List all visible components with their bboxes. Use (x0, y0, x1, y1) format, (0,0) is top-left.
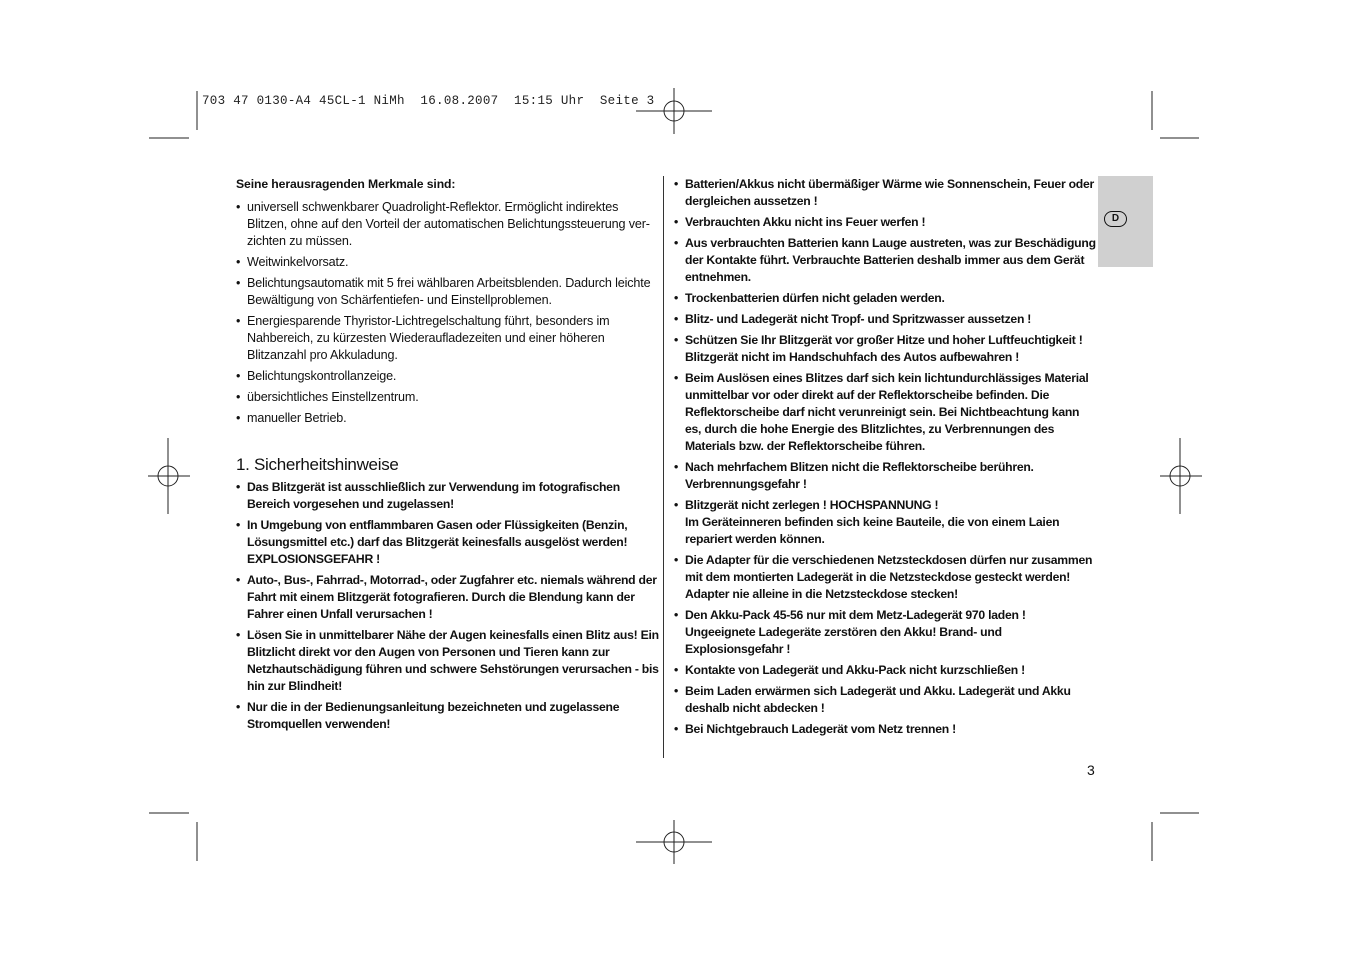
list-item: • universell schwenkbarer Quadrolight-Reflektor. Ermöglicht indirektes Blitzen, ohne auf den Vorteil der automatischen Belichtungssteuerung verzichten zu müssen. (236, 199, 660, 250)
list-item: • Energiesparende Thyristor-Lichtregelschaltung führt, besonders im Nahbereich, zu kürzesten Wiederaufladezeiten und einer höheren Blitzanzahl pro Akkuladung. (236, 313, 660, 364)
left-column (236, 176, 660, 737)
list-item: • Belichtungskontrollanzeige. (236, 368, 660, 385)
list-item: • Die Adapter für die verschiedenen Netzsteckdosen dürfen nur zusammen mit dem montierten Ladegerät in die Netzsteckdose gesteckt werden! Adapter nie alleine in die Netzsteckdose stecken! (674, 552, 1098, 603)
language-badge: D (1104, 211, 1127, 227)
right-column (674, 176, 1098, 742)
column-divider (663, 176, 664, 758)
list-item: • Trockenbatterien dürfen nicht geladen werden. (674, 290, 1098, 307)
list-item: • Beim Laden erwärmen sich Ladegerät und Akku. Ladegerät und Akku deshalb nicht abdecken ! (674, 683, 1098, 717)
print-slug-line: 703 47 0130-A4 45CL-1 NiMh 16.08.2007 15:15 Uhr Seite 3 (202, 94, 655, 108)
list-item: • Das Blitzgerät ist ausschließlich zur Verwendung im fotografischen Bereich vorgesehen und zugelassen! (236, 479, 660, 513)
page-number: 3 (1087, 762, 1095, 778)
list-item: • Weitwinkelvorsatz. (236, 254, 660, 271)
features-heading: Seine herausragenden Merkmale sind: (236, 177, 456, 191)
list-item-disassembly (674, 497, 1098, 548)
disassembly-warning: • Blitzgerät nicht zerlegen ! HOCHSPANNUNG ! (685, 498, 939, 512)
registration-mark-left (148, 438, 190, 514)
list-item: • Batterien/Akkus nicht übermäßiger Wärme wie Sonnenschein, Feuer oder dergleichen aussetzen ! (674, 176, 1098, 210)
list-item: • übersichtliches Einstellzentrum. (236, 389, 660, 406)
list-item: • In Umgebung von entflammbaren Gasen oder Flüssigkeiten (Benzin, Lösungsmittel etc.) darf das Blitzgerät keinesfalls ausgelöst werden! EXPLOSIONSGEFAHR ! (236, 517, 660, 568)
registration-mark-bottom (636, 820, 712, 864)
features-list (236, 199, 660, 427)
list-item: • Nach mehrfachem Blitzen nicht die Reflektorscheibe berühren. Verbrennungsgefahr ! (674, 459, 1098, 493)
list-item: • Lösen Sie in unmittelbarer Nähe der Augen keinesfalls einen Blitz aus! Ein Blitzlicht direkt vor den Augen von Personen und Tieren kann zur Netzhautschädigung führen und schwere Sehstörungen verursachen - bis hin zur Blindheit! (236, 627, 660, 695)
list-item: • Bei Nichtgebrauch Ladegerät vom Netz trennen ! (674, 721, 1098, 738)
list-item: • Blitz- und Ladegerät nicht Tropf- und Spritzwasser aussetzen ! (674, 311, 1098, 328)
list-item: • Auto-, Bus-, Fahrrad-, Motorrad-, oder Zugfahrer etc. niemals während der Fahrt mit einem Blitzgerät fotografieren. Durch die Blendung kann der Fahrer einen Unfall verursachen ! (236, 572, 660, 623)
list-item: • Kontakte von Ladegerät und Akku-Pack nicht kurzschließen ! (674, 662, 1098, 679)
list-item: • Belichtungsautomatik mit 5 frei wählbaren Arbeitsblenden. Dadurch leichte Bewältigung von Schärfentiefen- und Einstellproblemen. (236, 275, 660, 309)
safety-list-right (674, 176, 1098, 738)
list-item: • Schützen Sie Ihr Blitzgerät vor großer Hitze und hoher Luftfeuchtigkeit ! Blitzgerät nicht im Handschuhfach des Autos aufbewahren ! (674, 332, 1098, 366)
list-item: • Beim Auslösen eines Blitzes darf sich kein lichtundurchlässiges Material unmittelbar vor oder direkt auf der Reflektorscheibe befinden. Die Reflektorscheibe darf nicht verunreinigt sein. Bei Nichtbeachtung kann es, durch die hohe Energie des Blitzlichtes, zu Verbrennungen des Materials bzw. der Reflektorscheibe führen. (674, 370, 1098, 455)
list-item: • Aus verbrauchten Batterien kann Lauge austreten, was zur Beschädigung der Kontakte führt. Verbrauchte Batterien deshalb immer aus dem Gerät entnehmen. (674, 235, 1098, 286)
section-title: 1. Sicherheitshinweise (236, 455, 399, 474)
list-item: • Verbrauchten Akku nicht ins Feuer werfen ! (674, 214, 1098, 231)
list-item: • manueller Betrieb. (236, 410, 660, 427)
list-item: • Den Akku-Pack 45-56 nur mit dem Metz-Ladegerät 970 laden ! Ungeeignete Ladegeräte zerstören den Akku! Brand- und Explosionsgefahr ! (674, 607, 1098, 658)
list-item: • Nur die in der Bedienungsanleitung bezeichneten und zugelassene Stromquellen verwenden! (236, 699, 660, 733)
disassembly-note: Im Geräteinneren befinden sich keine Bauteile, die von einem Laien repariert werden können. (685, 515, 1060, 546)
safety-list-left (236, 479, 660, 733)
registration-mark-right (1160, 438, 1202, 514)
